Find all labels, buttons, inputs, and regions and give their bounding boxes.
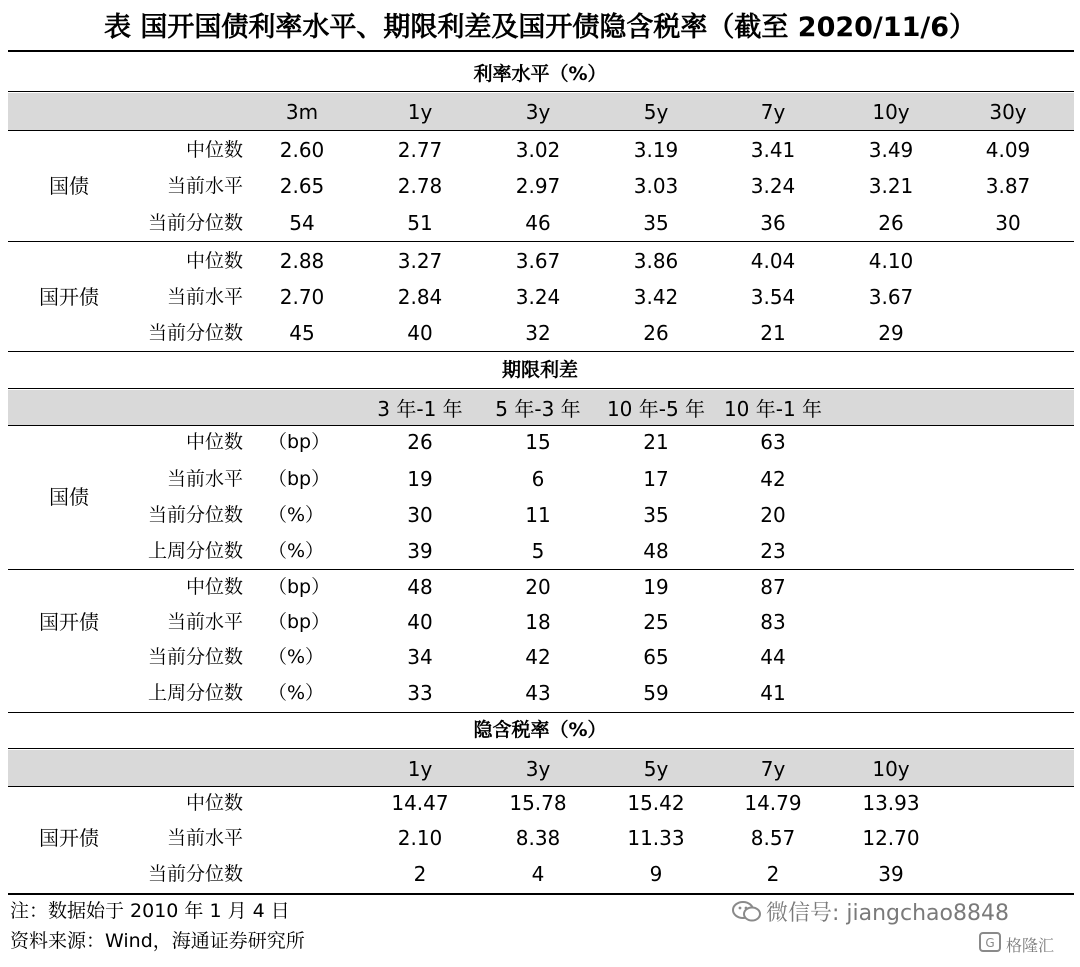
group-label: 国开债 bbox=[39, 285, 99, 309]
row-label: 上周分位数 bbox=[147, 540, 243, 562]
table-cell: 3.54 bbox=[750, 285, 796, 309]
table-cell: 35 bbox=[643, 503, 669, 527]
column-header: 1y bbox=[407, 757, 433, 781]
row-label: 中位数 bbox=[185, 431, 243, 453]
section-rule bbox=[8, 786, 1074, 787]
table-cell: 4.09 bbox=[985, 138, 1031, 162]
column-header: 7y bbox=[760, 757, 786, 781]
column-header: 5 年-3 年 bbox=[495, 397, 581, 421]
table-cell: 17 bbox=[643, 467, 669, 491]
table-cell: 3.02 bbox=[515, 138, 561, 162]
row-label: 上周分位数 bbox=[147, 682, 243, 704]
row-label: 中位数 bbox=[185, 576, 243, 598]
svg-text:G: G bbox=[985, 936, 995, 950]
wechat-icon bbox=[732, 900, 762, 933]
table-cell: 23 bbox=[760, 539, 786, 563]
table-cell: 20 bbox=[760, 503, 786, 527]
brand-logo-icon bbox=[978, 931, 1002, 962]
row-label: 当前分位数 bbox=[147, 863, 243, 885]
table-cell: 8.57 bbox=[750, 826, 796, 850]
table-cell: 3.19 bbox=[633, 138, 679, 162]
table-cell: 3.67 bbox=[868, 285, 914, 309]
row-label: 当前分位数 bbox=[147, 322, 243, 344]
row-label: 当前水平 bbox=[166, 175, 243, 197]
table-cell: 2.60 bbox=[279, 138, 325, 162]
table-cell: 8.38 bbox=[515, 826, 561, 850]
section-heading-tax: 隐含税率（%） bbox=[473, 719, 607, 741]
table-cell: 6 bbox=[531, 467, 545, 491]
table-bottom-rule bbox=[8, 893, 1074, 895]
table-cell: 19 bbox=[407, 467, 433, 491]
table-cell: 30 bbox=[995, 211, 1021, 235]
table-cell: 29 bbox=[878, 321, 904, 345]
row-unit: （bp） bbox=[268, 431, 331, 453]
row-label: 中位数 bbox=[185, 250, 243, 272]
table-cell: 48 bbox=[643, 539, 669, 563]
column-header: 3y bbox=[525, 100, 551, 124]
table-cell: 39 bbox=[407, 539, 433, 563]
table-cell: 9 bbox=[649, 862, 663, 886]
row-unit: （%） bbox=[268, 646, 325, 668]
group-label: 国开债 bbox=[39, 610, 99, 634]
column-header: 3 年-1 年 bbox=[377, 397, 463, 421]
table-cell: 45 bbox=[289, 321, 315, 345]
section-rule bbox=[8, 91, 1074, 92]
section-rule bbox=[8, 388, 1074, 389]
table-cell: 65 bbox=[643, 645, 669, 669]
column-header: 30y bbox=[989, 100, 1027, 124]
row-label: 当前水平 bbox=[166, 286, 243, 308]
table-cell: 3.86 bbox=[633, 249, 679, 273]
table-cell: 26 bbox=[407, 430, 433, 454]
table-cell: 3.87 bbox=[985, 174, 1031, 198]
table-cell: 59 bbox=[643, 681, 669, 705]
table-cell: 51 bbox=[407, 211, 433, 235]
table-cell: 3.03 bbox=[633, 174, 679, 198]
row-label: 当前分位数 bbox=[147, 646, 243, 668]
table-cell: 35 bbox=[643, 211, 669, 235]
row-label: 中位数 bbox=[185, 792, 243, 814]
section-heading-rates: 利率水平（%） bbox=[473, 63, 607, 85]
table-cell: 42 bbox=[760, 467, 786, 491]
column-header: 10y bbox=[872, 757, 910, 781]
wechat-id-watermark: 微信号: jiangchao8848 bbox=[766, 901, 1009, 926]
table-cell: 43 bbox=[525, 681, 551, 705]
table-cell: 46 bbox=[525, 211, 551, 235]
section-rule bbox=[8, 425, 1074, 426]
section-rule bbox=[8, 130, 1074, 131]
table-cell: 39 bbox=[878, 862, 904, 886]
table-cell: 2.70 bbox=[279, 285, 325, 309]
table-cell: 26 bbox=[643, 321, 669, 345]
table-cell: 20 bbox=[525, 575, 551, 599]
column-header: 1y bbox=[407, 100, 433, 124]
table-cell: 40 bbox=[407, 321, 433, 345]
table-cell: 3.24 bbox=[750, 174, 796, 198]
row-label: 当前水平 bbox=[166, 827, 243, 849]
table-cell: 18 bbox=[525, 610, 551, 634]
group-rule bbox=[8, 569, 1074, 570]
row-label: 中位数 bbox=[185, 139, 243, 161]
footnote-start-date: 注：数据始于 2010 年 1 月 4 日 bbox=[10, 900, 290, 922]
table-cell: 3.49 bbox=[868, 138, 914, 162]
column-header: 10 年-1 年 bbox=[723, 397, 823, 421]
table-cell: 48 bbox=[407, 575, 433, 599]
row-label: 当前水平 bbox=[166, 468, 243, 490]
column-header: 10 年-5 年 bbox=[606, 397, 706, 421]
table-cell: 3.41 bbox=[750, 138, 796, 162]
table-cell: 2 bbox=[766, 862, 780, 886]
column-header: 5y bbox=[643, 757, 669, 781]
table-cell: 11.33 bbox=[627, 826, 685, 850]
row-unit: （%） bbox=[268, 682, 325, 704]
table-cell: 83 bbox=[760, 610, 786, 634]
table-cell: 12.70 bbox=[862, 826, 920, 850]
table-cell: 2.84 bbox=[397, 285, 443, 309]
table-cell: 3.24 bbox=[515, 285, 561, 309]
row-unit: （bp） bbox=[268, 576, 331, 598]
group-label: 国开债 bbox=[39, 826, 99, 850]
table-cell: 4.04 bbox=[750, 249, 796, 273]
row-unit: （%） bbox=[268, 540, 325, 562]
table-cell: 40 bbox=[407, 610, 433, 634]
table-cell: 5 bbox=[531, 539, 545, 563]
table-title: 表 国开国债利率水平、期限利差及国开债隐含税率（截至 2020/11/6） bbox=[103, 12, 977, 43]
table-cell: 42 bbox=[525, 645, 551, 669]
table-cell: 34 bbox=[407, 645, 433, 669]
row-label: 当前分位数 bbox=[147, 504, 243, 526]
table-cell: 15.42 bbox=[627, 791, 685, 815]
row-unit: （bp） bbox=[268, 468, 331, 490]
section-rule bbox=[8, 712, 1074, 713]
table-cell: 44 bbox=[760, 645, 786, 669]
section-rule bbox=[8, 351, 1074, 352]
table-cell: 4.10 bbox=[868, 249, 914, 273]
group-label: 国债 bbox=[49, 174, 89, 198]
table-cell: 63 bbox=[760, 430, 786, 454]
table-cell: 36 bbox=[760, 211, 786, 235]
column-header: 7y bbox=[760, 100, 786, 124]
table-cell: 3.42 bbox=[633, 285, 679, 309]
table-cell: 32 bbox=[525, 321, 551, 345]
section-heading-spreads: 期限利差 bbox=[501, 359, 578, 381]
table-cell: 30 bbox=[407, 503, 433, 527]
table-cell: 13.93 bbox=[862, 791, 920, 815]
table-cell: 14.47 bbox=[391, 791, 449, 815]
table-cell: 3.27 bbox=[397, 249, 443, 273]
table-cell: 33 bbox=[407, 681, 433, 705]
table-cell: 2.65 bbox=[279, 174, 325, 198]
table-cell: 3.67 bbox=[515, 249, 561, 273]
table-cell: 21 bbox=[643, 430, 669, 454]
row-label: 当前分位数 bbox=[147, 212, 243, 234]
table-cell: 41 bbox=[760, 681, 786, 705]
table-cell: 14.79 bbox=[744, 791, 802, 815]
table-cell: 2.77 bbox=[397, 138, 443, 162]
table-cell: 21 bbox=[760, 321, 786, 345]
table-cell: 2.78 bbox=[397, 174, 443, 198]
table-cell: 26 bbox=[878, 211, 904, 235]
section-rule bbox=[8, 748, 1074, 749]
column-header: 3m bbox=[285, 100, 319, 124]
table-cell: 2 bbox=[413, 862, 427, 886]
table-cell: 11 bbox=[525, 503, 551, 527]
table-cell: 87 bbox=[760, 575, 786, 599]
column-header: 5y bbox=[643, 100, 669, 124]
table-cell: 3.21 bbox=[868, 174, 914, 198]
row-unit: （%） bbox=[268, 504, 325, 526]
table-cell: 2.10 bbox=[397, 826, 443, 850]
table-cell: 2.88 bbox=[279, 249, 325, 273]
table-cell: 15.78 bbox=[509, 791, 567, 815]
row-label: 当前水平 bbox=[166, 611, 243, 633]
group-label: 国债 bbox=[49, 485, 89, 509]
table-cell: 19 bbox=[643, 575, 669, 599]
group-rule bbox=[8, 241, 1074, 242]
title-bottom-rule bbox=[8, 50, 1074, 52]
table-cell: 54 bbox=[289, 211, 315, 235]
row-unit: （bp） bbox=[268, 611, 331, 633]
table-cell: 15 bbox=[525, 430, 551, 454]
column-header: 10y bbox=[872, 100, 910, 124]
table-cell: 25 bbox=[643, 610, 669, 634]
table-cell: 4 bbox=[531, 862, 545, 886]
brand-watermark: 格隆汇 bbox=[1006, 936, 1055, 955]
table-cell: 2.97 bbox=[515, 174, 561, 198]
column-header: 3y bbox=[525, 757, 551, 781]
footnote-source: 资料来源：Wind，海通证券研究所 bbox=[10, 930, 305, 952]
